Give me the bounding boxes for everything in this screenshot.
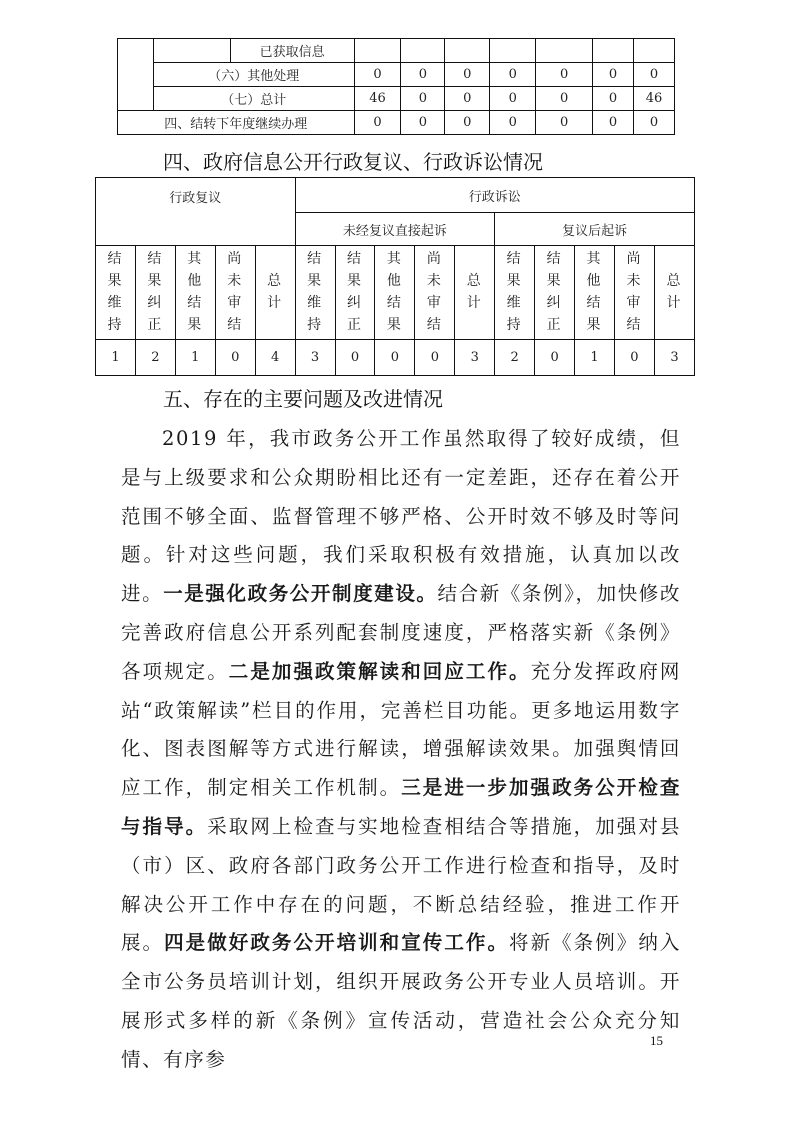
cell xyxy=(445,39,490,63)
row-label: 四、结转下年度继续办理 xyxy=(118,111,355,135)
section5-heading: 五、存在的主要问题及改进情况 xyxy=(163,387,443,411)
cell: 0 xyxy=(354,111,401,135)
column-header-direct-4 xyxy=(455,246,495,340)
cell: 0 xyxy=(593,111,634,135)
header-direct-suit: 未经复议直接起诉 xyxy=(295,213,495,246)
column-header-label: 尚未审结 xyxy=(227,251,244,333)
column-header-review-2 xyxy=(175,246,215,340)
cell: 0 xyxy=(633,63,674,87)
column-header-after-1 xyxy=(535,246,575,340)
column-header-direct-1 xyxy=(335,246,375,340)
cell: 0 xyxy=(445,111,490,135)
cell: 0 xyxy=(633,111,674,135)
bold-point-1: 一是强化政务公开制度建设。 xyxy=(163,582,438,606)
column-header-review-0 xyxy=(96,246,136,340)
table-header-row xyxy=(96,246,695,340)
cell: 46 xyxy=(354,87,401,111)
row-label: （七）总计 xyxy=(153,87,354,111)
cell-review-3: 0 xyxy=(215,340,255,376)
column-header-review-3 xyxy=(215,246,255,340)
cell: 0 xyxy=(445,87,490,111)
cell xyxy=(490,39,536,63)
cell-review-2: 1 xyxy=(175,340,215,376)
column-header-after-0 xyxy=(495,246,535,340)
text-run: 结合新《条例》，加快修改完善政府信息公开系列配套制度速度，严格落实新《条例》各项规定。 xyxy=(121,582,681,683)
column-header-label: 结果纠正 xyxy=(147,251,164,333)
cell-after-0: 2 xyxy=(495,340,535,376)
table-row xyxy=(118,39,675,63)
blank-cell xyxy=(153,39,230,63)
bold-point-3: 三是进一步加强政务公开检查与指导。 xyxy=(121,776,681,838)
cell-review-1: 2 xyxy=(135,340,175,376)
cell: 0 xyxy=(490,87,536,111)
cell: 0 xyxy=(445,63,490,87)
cell xyxy=(536,39,593,63)
column-header-direct-2 xyxy=(375,246,415,340)
table-row xyxy=(118,87,675,111)
cell-after-2: 1 xyxy=(575,340,615,376)
column-header-label: 其他结果 xyxy=(386,251,403,333)
bold-point-2: 二是加强政策解读和回应工作。 xyxy=(228,659,531,683)
column-header-label: 总计 xyxy=(666,273,683,311)
cell xyxy=(354,39,401,63)
cell: 0 xyxy=(536,63,593,87)
column-header-label: 结果维持 xyxy=(307,251,324,333)
page-number: 15 xyxy=(650,1033,663,1048)
cell-direct-2: 0 xyxy=(375,340,415,376)
cell-direct-0: 3 xyxy=(295,340,335,376)
paragraph xyxy=(121,420,681,1080)
row-label: （六）其他处理 xyxy=(153,63,354,87)
row-label: 已获取信息 xyxy=(230,39,354,63)
column-header-label: 总计 xyxy=(267,273,284,311)
column-header-label: 结果维持 xyxy=(107,251,124,333)
cell-direct-1: 0 xyxy=(335,340,375,376)
text-run: 将新《条例》纳入全市公务员培训计划，组织开展政务公开专业人员培训。开展形式多样的新《条例》宣传活动，营造社会公众充分知情、有序参 xyxy=(121,931,682,1071)
cell: 0 xyxy=(490,63,536,87)
column-header-label: 尚未审结 xyxy=(626,251,643,333)
cell-after-3: 0 xyxy=(614,340,654,376)
bold-point-4: 四是做好政务公开培训和宣传工作。 xyxy=(164,931,510,955)
cell: 0 xyxy=(536,87,593,111)
text-run: 充分发挥政府网站“政策解读”栏目的作用，完善栏目功能。更多地运用数字化、图表图解等方式进行解读，增强解读效果。加强舆情回应工作，制定相关工作机制。 xyxy=(121,659,681,800)
column-header-label: 尚未审结 xyxy=(426,251,443,333)
section5-body xyxy=(121,420,681,1080)
column-header-review-1 xyxy=(135,246,175,340)
cell xyxy=(633,39,674,63)
table-data-row xyxy=(96,340,695,376)
header-suit-after-review: 复议后起诉 xyxy=(495,213,695,246)
cell-review-4: 4 xyxy=(255,340,295,376)
column-header-label: 总计 xyxy=(466,273,483,311)
table-header-row xyxy=(96,178,695,213)
section4-heading: 四、政府信息公开行政复议、行政诉讼情况 xyxy=(163,150,543,174)
column-header-direct-0 xyxy=(295,246,335,340)
cell: 46 xyxy=(633,87,674,111)
merged-category-cell xyxy=(118,39,154,111)
cell-direct-3: 0 xyxy=(415,340,455,376)
column-header-after-4 xyxy=(654,246,694,340)
column-header-after-2 xyxy=(575,246,615,340)
cell: 0 xyxy=(401,63,445,87)
cell: 0 xyxy=(401,111,445,135)
table-row xyxy=(118,63,675,87)
column-header-direct-3 xyxy=(415,246,455,340)
cell xyxy=(401,39,445,63)
cell: 0 xyxy=(401,87,445,111)
cell: 0 xyxy=(536,111,593,135)
disposal-summary-table xyxy=(117,38,675,135)
cell-direct-4: 3 xyxy=(455,340,495,376)
cell xyxy=(593,39,634,63)
column-header-review-4 xyxy=(255,246,295,340)
text-run: 2019 年，我市政务公开工作虽然取得了较好成绩，但是与上级要求和公众期盼相比还有一定差距，还存在着公开范围不够全面、监督管理不够严格、公开时效不够及时等问题。针对这些问题，我们采取积极有效措施，认真加以改进。 xyxy=(121,427,681,606)
column-header-label: 其他结果 xyxy=(586,251,603,333)
cell: 0 xyxy=(354,63,401,87)
cell: 0 xyxy=(593,87,634,111)
column-header-label: 其他结果 xyxy=(187,251,204,333)
column-header-label: 结果维持 xyxy=(506,251,523,333)
cell-review-0: 1 xyxy=(96,340,136,376)
column-header-label: 结果纠正 xyxy=(346,251,363,333)
review-litigation-table xyxy=(95,177,695,376)
text-run: 采取网上检查与实地检查相结合等措施，加强对县（市）区、政府各部门政务公开工作进行检查和指导，及时解决公开工作中存在的问题，不断总结经验，推进工作开展。 xyxy=(121,814,682,955)
cell: 0 xyxy=(490,111,536,135)
header-admin-review: 行政复议 xyxy=(96,178,296,246)
column-header-label: 结果纠正 xyxy=(546,251,563,333)
cell-after-1: 0 xyxy=(535,340,575,376)
header-admin-litigation: 行政诉讼 xyxy=(295,178,694,213)
table-row xyxy=(118,111,675,135)
cell-after-4: 3 xyxy=(654,340,694,376)
column-header-after-3 xyxy=(614,246,654,340)
cell: 0 xyxy=(593,63,634,87)
